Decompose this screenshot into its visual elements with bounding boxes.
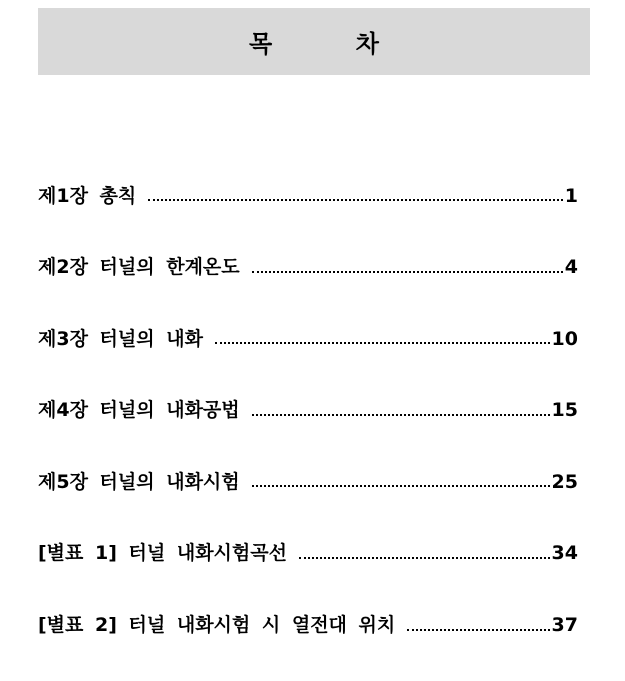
document-title: 목 차 (249, 30, 379, 58)
toc-entry-label: 제3장 터널의 내화 (38, 327, 203, 350)
dot-leader (299, 557, 550, 559)
toc-entry-chapter-2[interactable] (38, 252, 578, 284)
dot-leader (215, 342, 550, 344)
table-of-contents (38, 180, 578, 681)
dot-leader (407, 629, 549, 631)
toc-entry-label: 제4장 터널의 내화공법 (38, 399, 240, 422)
toc-entry-label: 제5장 터널의 내화시험 (38, 470, 240, 493)
toc-entry-label: [별표 1] 터널 내화시험곡선 (38, 542, 287, 565)
dot-leader (252, 414, 550, 416)
toc-entry-page-number: 1 (564, 184, 578, 207)
dot-leader (252, 485, 550, 487)
dot-leader (252, 271, 563, 273)
toc-entry-page-number: 37 (551, 614, 578, 637)
toc-entry-label: 제2장 터널의 한계온도 (38, 256, 240, 279)
toc-entry-page-number: 34 (551, 542, 578, 565)
toc-entry-chapter-4[interactable] (38, 395, 578, 427)
toc-entry-page-number: 15 (551, 399, 578, 422)
toc-entry-page-number: 4 (564, 256, 578, 279)
toc-entry-label: 제1장 총칙 (38, 184, 137, 207)
toc-entry-page-number: 10 (551, 327, 578, 350)
toc-entry-page-number: 25 (551, 470, 578, 493)
toc-entry-chapter-5[interactable] (38, 466, 578, 498)
toc-entry-appendix-2[interactable] (38, 610, 578, 642)
toc-entry-label: [별표 2] 터널 내화시험 시 열전대 위치 (38, 614, 396, 637)
toc-entry-chapter-1[interactable] (38, 180, 578, 212)
toc-entry-chapter-3[interactable] (38, 323, 578, 355)
toc-entry-appendix-1[interactable] (38, 538, 578, 570)
dot-leader (148, 199, 563, 201)
title-bar (38, 8, 590, 75)
